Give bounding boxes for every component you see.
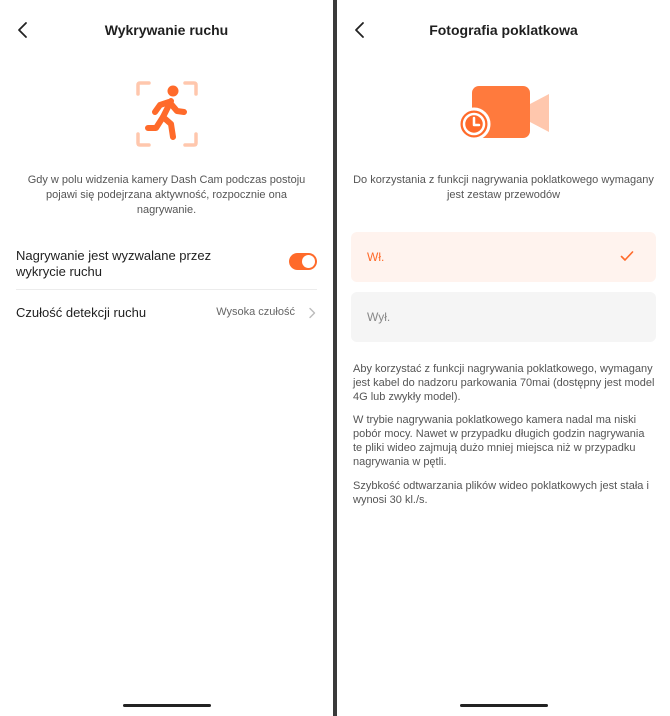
timelapse-description: Do korzystania z funkcji nagrywania poklatkowego wymagany jest zestaw przewodów [353, 174, 654, 201]
motion-detection-screen [0, 0, 333, 716]
page-title: Fotografia poklatkowa [429, 22, 578, 38]
sensitivity-value: Wysoka czułość [216, 306, 295, 318]
info-paragraph-power: W trybie nagrywania poklatkowego kamera nadal ma niski pobór mocy. Nawet w przypadku długich godzin nagrywania te pliki wideo zajmują dużo mniej miejsca niż w przypadku nagrywania w pętli. [353, 414, 645, 468]
checkmark-icon [620, 250, 634, 262]
page-title: Wykrywanie ruchu [104, 22, 229, 38]
home-indicator[interactable] [460, 704, 548, 707]
motion-trigger-label: Nagrywanie jest wyzwalane przez wykrycie ruchu [16, 248, 212, 279]
timelapse-camera-icon [454, 84, 554, 142]
motion-trigger-row [16, 246, 317, 286]
chevron-right-icon [307, 307, 317, 319]
sensitivity-row[interactable] [16, 298, 317, 326]
info-paragraph-cable: Aby korzystać z funkcji nagrywania poklatkowego, wymagany jest kabel do nadzoru parkowania 70mai (dostępny jest model 4G lub zwykły model). [353, 363, 655, 403]
sensitivity-label: Czułość detekcji ruchu [16, 305, 147, 320]
top-bar [0, 0, 333, 60]
motion-detection-icon [135, 80, 199, 148]
option-off[interactable] [351, 292, 656, 342]
motion-description: Gdy w polu widzenia kamery Dash Cam podczas postoju pojawi się podejrzana aktywność, rozpocznie ona nagrywanie. [27, 174, 306, 216]
option-off-label: Wył. [367, 310, 391, 324]
info-paragraph-playback: Szybkość odtwarzania plików wideo poklatkowych jest stała i wynosi 30 kl./s. [353, 480, 649, 506]
option-on-label: Wł. [367, 250, 385, 264]
top-bar [337, 0, 670, 60]
timelapse-screen [337, 0, 670, 716]
divider [16, 289, 317, 290]
motion-trigger-toggle[interactable] [289, 253, 317, 270]
option-on[interactable] [351, 232, 656, 282]
home-indicator[interactable] [123, 704, 211, 707]
